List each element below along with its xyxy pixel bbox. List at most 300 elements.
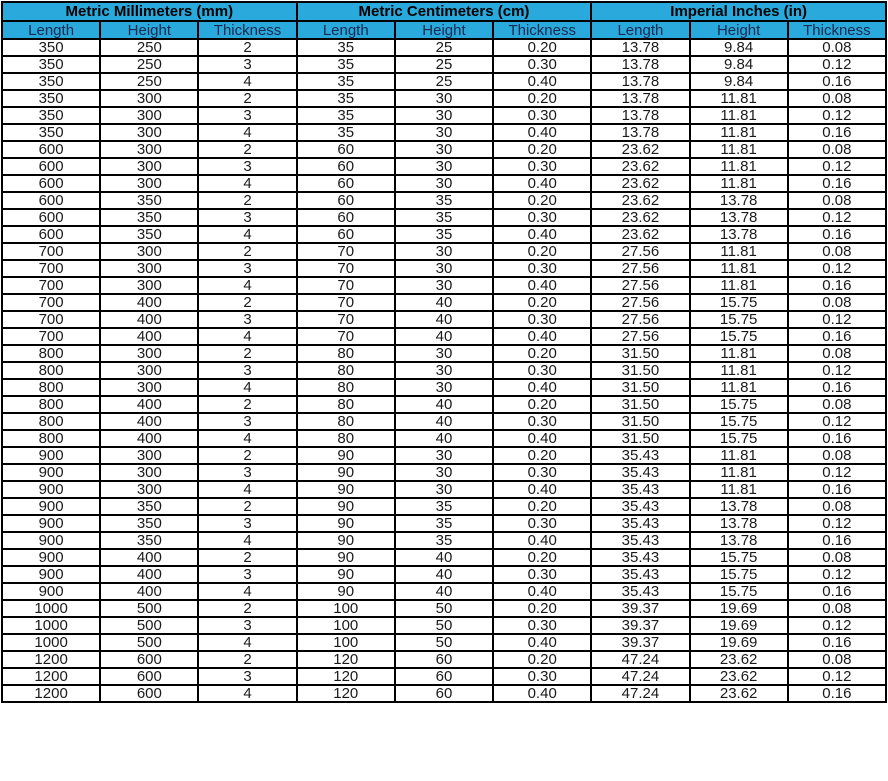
cell: 35.43 — [591, 515, 689, 532]
cell: 600 — [100, 668, 198, 685]
cell: 0.20 — [493, 498, 591, 515]
cell: 1000 — [2, 634, 100, 651]
cell: 30 — [395, 481, 493, 498]
cell: 13.78 — [591, 90, 689, 107]
cell: 80 — [297, 362, 395, 379]
cell: 0.40 — [493, 532, 591, 549]
cell: 70 — [297, 243, 395, 260]
cell: 100 — [297, 617, 395, 634]
cell: 0.08 — [788, 549, 886, 566]
cell: 0.30 — [493, 107, 591, 124]
cell: 800 — [2, 430, 100, 447]
cell: 0.40 — [493, 175, 591, 192]
cell: 0.30 — [493, 617, 591, 634]
cell: 11.81 — [690, 362, 788, 379]
cell: 0.12 — [788, 464, 886, 481]
cell: 3 — [198, 464, 296, 481]
cell: 35.43 — [591, 447, 689, 464]
cell: 0.40 — [493, 277, 591, 294]
cell: 0.30 — [493, 464, 591, 481]
cell: 800 — [2, 396, 100, 413]
cell: 3 — [198, 260, 296, 277]
cell: 4 — [198, 73, 296, 90]
cell: 2 — [198, 90, 296, 107]
cell: 30 — [395, 464, 493, 481]
cell: 0.16 — [788, 583, 886, 600]
cell: 35.43 — [591, 583, 689, 600]
table-row — [2, 277, 886, 294]
table-row — [2, 549, 886, 566]
cell: 4 — [198, 532, 296, 549]
column-header: Height — [395, 21, 493, 39]
cell: 35.43 — [591, 481, 689, 498]
cell: 35.43 — [591, 498, 689, 515]
cell: 0.16 — [788, 532, 886, 549]
table-row — [2, 685, 886, 702]
cell: 31.50 — [591, 396, 689, 413]
cell: 300 — [100, 447, 198, 464]
cell: 35 — [297, 73, 395, 90]
cell: 4 — [198, 634, 296, 651]
cell: 40 — [395, 328, 493, 345]
cell: 900 — [2, 498, 100, 515]
cell: 23.62 — [690, 668, 788, 685]
cell: 600 — [100, 651, 198, 668]
cell: 13.78 — [690, 515, 788, 532]
cell: 4 — [198, 583, 296, 600]
cell: 30 — [395, 379, 493, 396]
cell: 27.56 — [591, 260, 689, 277]
cell: 0.20 — [493, 294, 591, 311]
cell: 4 — [198, 124, 296, 141]
cell: 15.75 — [690, 396, 788, 413]
cell: 27.56 — [591, 328, 689, 345]
cell: 900 — [2, 566, 100, 583]
cell: 1200 — [2, 668, 100, 685]
cell: 23.62 — [591, 192, 689, 209]
cell: 0.20 — [493, 243, 591, 260]
cell: 13.78 — [591, 124, 689, 141]
cell: 39.37 — [591, 634, 689, 651]
cell: 9.84 — [690, 56, 788, 73]
cell: 90 — [297, 532, 395, 549]
cell: 300 — [100, 464, 198, 481]
table-row — [2, 141, 886, 158]
cell: 0.20 — [493, 549, 591, 566]
cell: 600 — [2, 192, 100, 209]
cell: 2 — [198, 498, 296, 515]
column-header: Height — [100, 21, 198, 39]
table-row — [2, 73, 886, 90]
cell: 350 — [100, 515, 198, 532]
table-row — [2, 532, 886, 549]
table-row — [2, 668, 886, 685]
cell: 40 — [395, 311, 493, 328]
cell: 900 — [2, 481, 100, 498]
cell: 30 — [395, 175, 493, 192]
cell: 35 — [395, 515, 493, 532]
cell: 0.20 — [493, 651, 591, 668]
cell: 0.08 — [788, 243, 886, 260]
cell: 0.08 — [788, 345, 886, 362]
cell: 30 — [395, 345, 493, 362]
cell: 400 — [100, 583, 198, 600]
cell: 0.20 — [493, 345, 591, 362]
cell: 40 — [395, 430, 493, 447]
cell: 2 — [198, 447, 296, 464]
table-row — [2, 464, 886, 481]
cell: 0.30 — [493, 413, 591, 430]
cell: 3 — [198, 362, 296, 379]
cell: 3 — [198, 617, 296, 634]
cell: 0.20 — [493, 141, 591, 158]
cell: 3 — [198, 209, 296, 226]
table-row — [2, 107, 886, 124]
column-header: Height — [690, 21, 788, 39]
cell: 60 — [297, 192, 395, 209]
table-row — [2, 328, 886, 345]
table-row — [2, 481, 886, 498]
cell: 60 — [297, 141, 395, 158]
cell: 11.81 — [690, 379, 788, 396]
cell: 4 — [198, 481, 296, 498]
cell: 0.30 — [493, 56, 591, 73]
cell: 70 — [297, 277, 395, 294]
cell: 350 — [100, 226, 198, 243]
cell: 30 — [395, 141, 493, 158]
cell: 3 — [198, 158, 296, 175]
cell: 300 — [100, 90, 198, 107]
cell: 400 — [100, 413, 198, 430]
cell: 35 — [395, 498, 493, 515]
cell: 23.62 — [690, 685, 788, 702]
cell: 250 — [100, 56, 198, 73]
cell: 70 — [297, 311, 395, 328]
cell: 40 — [395, 566, 493, 583]
cell: 80 — [297, 430, 395, 447]
cell: 30 — [395, 362, 493, 379]
cell: 27.56 — [591, 277, 689, 294]
cell: 0.30 — [493, 158, 591, 175]
cell: 500 — [100, 600, 198, 617]
cell: 400 — [100, 396, 198, 413]
cell: 39.37 — [591, 617, 689, 634]
cell: 0.30 — [493, 566, 591, 583]
cell: 0.16 — [788, 430, 886, 447]
cell: 0.16 — [788, 481, 886, 498]
cell: 25 — [395, 73, 493, 90]
cell: 2 — [198, 549, 296, 566]
cell: 900 — [2, 515, 100, 532]
cell: 15.75 — [690, 328, 788, 345]
group-header-mm: Metric Millimeters (mm) — [2, 2, 297, 21]
cell: 3 — [198, 566, 296, 583]
cell: 300 — [100, 277, 198, 294]
cell: 90 — [297, 447, 395, 464]
cell: 35.43 — [591, 566, 689, 583]
cell: 300 — [100, 158, 198, 175]
cell: 90 — [297, 583, 395, 600]
cell: 4 — [198, 277, 296, 294]
cell: 23.62 — [591, 158, 689, 175]
cell: 50 — [395, 634, 493, 651]
cell: 60 — [297, 209, 395, 226]
cell: 35 — [395, 209, 493, 226]
cell: 35 — [395, 192, 493, 209]
cell: 700 — [2, 260, 100, 277]
cell: 30 — [395, 243, 493, 260]
table-row — [2, 617, 886, 634]
cell: 0.40 — [493, 328, 591, 345]
table-row — [2, 209, 886, 226]
cell: 4 — [198, 685, 296, 702]
cell: 11.81 — [690, 464, 788, 481]
column-header: Thickness — [788, 21, 886, 39]
cell: 0.16 — [788, 175, 886, 192]
cell: 30 — [395, 107, 493, 124]
cell: 800 — [2, 345, 100, 362]
cell: 900 — [2, 447, 100, 464]
cell: 0.30 — [493, 668, 591, 685]
cell: 0.40 — [493, 124, 591, 141]
cell: 2 — [198, 600, 296, 617]
cell: 2 — [198, 651, 296, 668]
cell: 47.24 — [591, 668, 689, 685]
table-row — [2, 379, 886, 396]
cell: 30 — [395, 260, 493, 277]
cell: 23.62 — [591, 175, 689, 192]
cell: 60 — [395, 668, 493, 685]
table-row — [2, 345, 886, 362]
cell: 11.81 — [690, 90, 788, 107]
table-row — [2, 430, 886, 447]
cell: 300 — [100, 124, 198, 141]
cell: 0.20 — [493, 192, 591, 209]
cell: 500 — [100, 634, 198, 651]
cell: 31.50 — [591, 345, 689, 362]
cell: 0.08 — [788, 294, 886, 311]
cell: 0.30 — [493, 260, 591, 277]
cell: 35 — [297, 39, 395, 56]
cell: 23.62 — [690, 651, 788, 668]
cell: 13.78 — [690, 532, 788, 549]
column-header-row — [2, 21, 886, 39]
cell: 31.50 — [591, 379, 689, 396]
cell: 13.78 — [690, 192, 788, 209]
cell: 0.40 — [493, 481, 591, 498]
cell: 350 — [2, 90, 100, 107]
cell: 15.75 — [690, 583, 788, 600]
cell: 0.16 — [788, 73, 886, 90]
cell: 90 — [297, 549, 395, 566]
cell: 300 — [100, 243, 198, 260]
cell: 9.84 — [690, 73, 788, 90]
cell: 400 — [100, 328, 198, 345]
table-row — [2, 396, 886, 413]
cell: 0.40 — [493, 379, 591, 396]
cell: 300 — [100, 107, 198, 124]
cell: 0.12 — [788, 158, 886, 175]
cell: 25 — [395, 39, 493, 56]
table-head — [2, 2, 886, 39]
cell: 0.08 — [788, 141, 886, 158]
cell: 0.40 — [493, 226, 591, 243]
cell: 0.40 — [493, 685, 591, 702]
table-row — [2, 413, 886, 430]
cell: 35 — [297, 124, 395, 141]
cell: 15.75 — [690, 294, 788, 311]
table-body — [2, 39, 886, 702]
cell: 27.56 — [591, 294, 689, 311]
table-row — [2, 294, 886, 311]
cell: 60 — [297, 158, 395, 175]
cell: 0.08 — [788, 192, 886, 209]
cell: 15.75 — [690, 566, 788, 583]
cell: 13.78 — [690, 226, 788, 243]
cell: 100 — [297, 600, 395, 617]
cell: 80 — [297, 379, 395, 396]
cell: 2 — [198, 39, 296, 56]
cell: 700 — [2, 243, 100, 260]
cell: 0.08 — [788, 447, 886, 464]
cell: 250 — [100, 73, 198, 90]
cell: 35 — [395, 226, 493, 243]
cell: 0.08 — [788, 39, 886, 56]
cell: 4 — [198, 175, 296, 192]
table-row — [2, 566, 886, 583]
column-header: Length — [297, 21, 395, 39]
cell: 0.16 — [788, 328, 886, 345]
cell: 400 — [100, 566, 198, 583]
cell: 9.84 — [690, 39, 788, 56]
cell: 15.75 — [690, 549, 788, 566]
cell: 0.12 — [788, 260, 886, 277]
table-row — [2, 447, 886, 464]
cell: 80 — [297, 345, 395, 362]
cell: 0.30 — [493, 311, 591, 328]
cell: 3 — [198, 107, 296, 124]
cell: 0.40 — [493, 583, 591, 600]
cell: 15.75 — [690, 413, 788, 430]
cell: 120 — [297, 651, 395, 668]
cell: 40 — [395, 413, 493, 430]
cell: 400 — [100, 294, 198, 311]
cell: 11.81 — [690, 447, 788, 464]
cell: 350 — [2, 107, 100, 124]
cell: 13.78 — [591, 39, 689, 56]
cell: 700 — [2, 311, 100, 328]
cell: 0.20 — [493, 39, 591, 56]
cell: 4 — [198, 226, 296, 243]
cell: 19.69 — [690, 634, 788, 651]
cell: 800 — [2, 413, 100, 430]
cell: 2 — [198, 243, 296, 260]
table-row — [2, 124, 886, 141]
cell: 23.62 — [591, 141, 689, 158]
cell: 15.75 — [690, 430, 788, 447]
cell: 40 — [395, 583, 493, 600]
cell: 11.81 — [690, 141, 788, 158]
cell: 0.40 — [493, 430, 591, 447]
cell: 1000 — [2, 617, 100, 634]
table-row — [2, 175, 886, 192]
table-row — [2, 192, 886, 209]
cell: 300 — [100, 481, 198, 498]
cell: 350 — [100, 192, 198, 209]
table-row — [2, 362, 886, 379]
table-row — [2, 634, 886, 651]
cell: 400 — [100, 430, 198, 447]
cell: 0.08 — [788, 498, 886, 515]
cell: 0.20 — [493, 396, 591, 413]
cell: 600 — [2, 141, 100, 158]
cell: 11.81 — [690, 107, 788, 124]
cell: 0.16 — [788, 634, 886, 651]
cell: 4 — [198, 379, 296, 396]
cell: 19.69 — [690, 617, 788, 634]
table-row — [2, 600, 886, 617]
cell: 0.12 — [788, 56, 886, 73]
cell: 70 — [297, 260, 395, 277]
cell: 35 — [297, 56, 395, 73]
cell: 90 — [297, 515, 395, 532]
table-row — [2, 515, 886, 532]
cell: 30 — [395, 124, 493, 141]
size-conversion-table — [1, 1, 887, 703]
group-header-cm: Metric Centimeters (cm) — [297, 2, 592, 21]
cell: 60 — [297, 226, 395, 243]
cell: 2 — [198, 345, 296, 362]
cell: 0.12 — [788, 413, 886, 430]
cell: 100 — [297, 634, 395, 651]
cell: 19.69 — [690, 600, 788, 617]
cell: 0.08 — [788, 651, 886, 668]
column-header: Length — [591, 21, 689, 39]
cell: 120 — [297, 668, 395, 685]
table-row — [2, 651, 886, 668]
cell: 30 — [395, 447, 493, 464]
cell: 2 — [198, 396, 296, 413]
cell: 400 — [100, 549, 198, 566]
table-row — [2, 226, 886, 243]
cell: 60 — [395, 651, 493, 668]
cell: 300 — [100, 141, 198, 158]
cell: 11.81 — [690, 243, 788, 260]
cell: 900 — [2, 583, 100, 600]
cell: 3 — [198, 413, 296, 430]
cell: 80 — [297, 413, 395, 430]
cell: 0.20 — [493, 600, 591, 617]
cell: 11.81 — [690, 124, 788, 141]
cell: 70 — [297, 328, 395, 345]
cell: 700 — [2, 328, 100, 345]
cell: 47.24 — [591, 651, 689, 668]
cell: 31.50 — [591, 362, 689, 379]
cell: 600 — [2, 158, 100, 175]
cell: 0.16 — [788, 277, 886, 294]
cell: 0.16 — [788, 124, 886, 141]
cell: 25 — [395, 56, 493, 73]
cell: 3 — [198, 311, 296, 328]
cell: 0.12 — [788, 209, 886, 226]
cell: 0.08 — [788, 600, 886, 617]
cell: 600 — [2, 226, 100, 243]
cell: 600 — [100, 685, 198, 702]
cell: 90 — [297, 498, 395, 515]
cell: 700 — [2, 277, 100, 294]
cell: 0.12 — [788, 515, 886, 532]
cell: 30 — [395, 90, 493, 107]
